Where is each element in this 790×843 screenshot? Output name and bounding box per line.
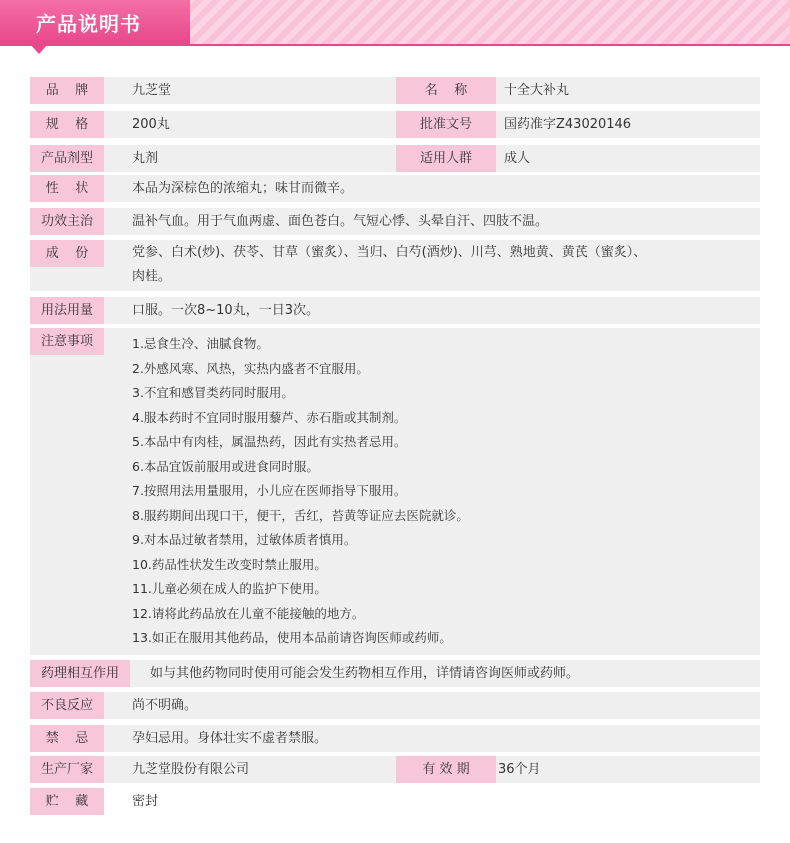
notes-item: 7.按照用法用量服用，小儿应在医师指导下服用。 (132, 483, 407, 498)
value-ingredients (132, 240, 752, 289)
value-expiry: 36个月 (498, 762, 541, 777)
header-divider (0, 44, 790, 46)
label-maker: 生产厂家 (30, 756, 104, 783)
row-ingredients (30, 240, 760, 291)
value-population: 成人 (504, 151, 531, 166)
notes-item: 4.服本药时不宜同时服用藜芦、赤石脂或其制剂。 (132, 409, 407, 425)
page-title: 产品说明书 (36, 12, 141, 36)
row-function (30, 208, 760, 235)
row-form (30, 145, 760, 172)
header-banner (0, 0, 790, 46)
notes-item: 6.本品宜饭前服用或进食同时服。 (132, 458, 319, 474)
notes-item: 2.外感风寒、风热，实热内盛者不宜服用。 (132, 360, 369, 376)
row-storage (30, 788, 760, 815)
label-ingredients: 成 份 (30, 240, 104, 267)
label-function: 功效主治 (30, 208, 104, 235)
value-usage: 口服。一次8~10丸，一日3次。 (132, 303, 319, 318)
label-usage: 用法用量 (30, 297, 104, 324)
row-notes (30, 328, 760, 655)
label-storage: 贮 藏 (30, 788, 104, 815)
notes-item: 11.儿童必须在成人的监护下使用。 (132, 581, 327, 596)
label-interaction: 药理相互作用 (30, 660, 130, 687)
label-brand: 品 牌 (30, 77, 104, 104)
value-maker: 九芝堂股份有限公司 (132, 762, 250, 777)
value-form: 丸剂 (132, 151, 159, 166)
notes-item: 13.如正在服用其他药品，使用本品前请咨询医师或药师。 (132, 630, 452, 645)
label-notes: 注意事项 (30, 328, 104, 355)
label-approval: 批准文号 (396, 111, 496, 138)
label-expiry: 有 效 期 (396, 756, 496, 783)
row-contra (30, 725, 760, 752)
row-interaction (30, 660, 760, 687)
row-brand (30, 77, 760, 104)
row-spec (30, 111, 760, 138)
value-interaction: 如与其他药物同时使用可能会发生药物相互作用，详情请咨询医师或药师。 (150, 666, 580, 681)
value-adverse: 尚不明确。 (132, 698, 198, 713)
header-tab (0, 0, 190, 44)
ingredients-line: 肉桂。 (132, 269, 172, 284)
value-approval: 国药准字Z43020146 (504, 117, 632, 132)
row-usage (30, 297, 760, 324)
label-adverse: 不良反应 (30, 692, 104, 719)
label-form: 产品剂型 (30, 145, 104, 172)
value-function: 温补气血。用于气血两虚、面色苍白。气短心悸、头晕自汗、四肢不温。 (132, 214, 549, 229)
row-nature (30, 175, 760, 202)
notes-item: 3.不宜和感冒类药同时服用。 (132, 385, 294, 400)
label-spec: 规 格 (30, 111, 104, 138)
notes-item: 8.服药期间出现口干，便干，舌红，苔黄等证应去医院就诊。 (132, 507, 469, 523)
value-storage: 密封 (132, 794, 159, 809)
value-nature: 本品为深棕色的浓缩丸；味甘而微辛。 (132, 181, 354, 196)
value-contra: 孕妇忌用。身体壮实不虚者禁服。 (132, 731, 328, 746)
notes-list (132, 332, 469, 651)
label-contra: 禁 忌 (30, 725, 104, 752)
notes-item: 9.对本品过敏者禁用，过敏体质者慎用。 (132, 532, 357, 547)
notes-item: 1.忌食生冷、油腻食物。 (132, 336, 269, 351)
label-name: 名 称 (396, 77, 496, 104)
notes-item: 5.本品中有肉桂，属温热药，因此有实热者忌用。 (132, 434, 407, 449)
ingredients-line: 党参、白术(炒)、茯苓、甘草（蜜炙）、当归、白芍(酒炒)、川芎、熟地黄、黄芪（蜜炙）、 (132, 245, 647, 260)
value-spec: 200丸 (132, 117, 170, 132)
label-nature: 性 状 (30, 175, 104, 202)
label-population: 适用人群 (396, 145, 496, 172)
value-name: 十全大补丸 (504, 83, 570, 98)
value-brand: 九芝堂 (132, 83, 172, 98)
notes-item: 10.药品性状发生改变时禁止服用。 (132, 556, 327, 572)
row-maker (30, 756, 760, 783)
row-adverse (30, 692, 760, 719)
notes-item: 12.请将此药品放在儿童不能接触的地方。 (132, 605, 365, 621)
